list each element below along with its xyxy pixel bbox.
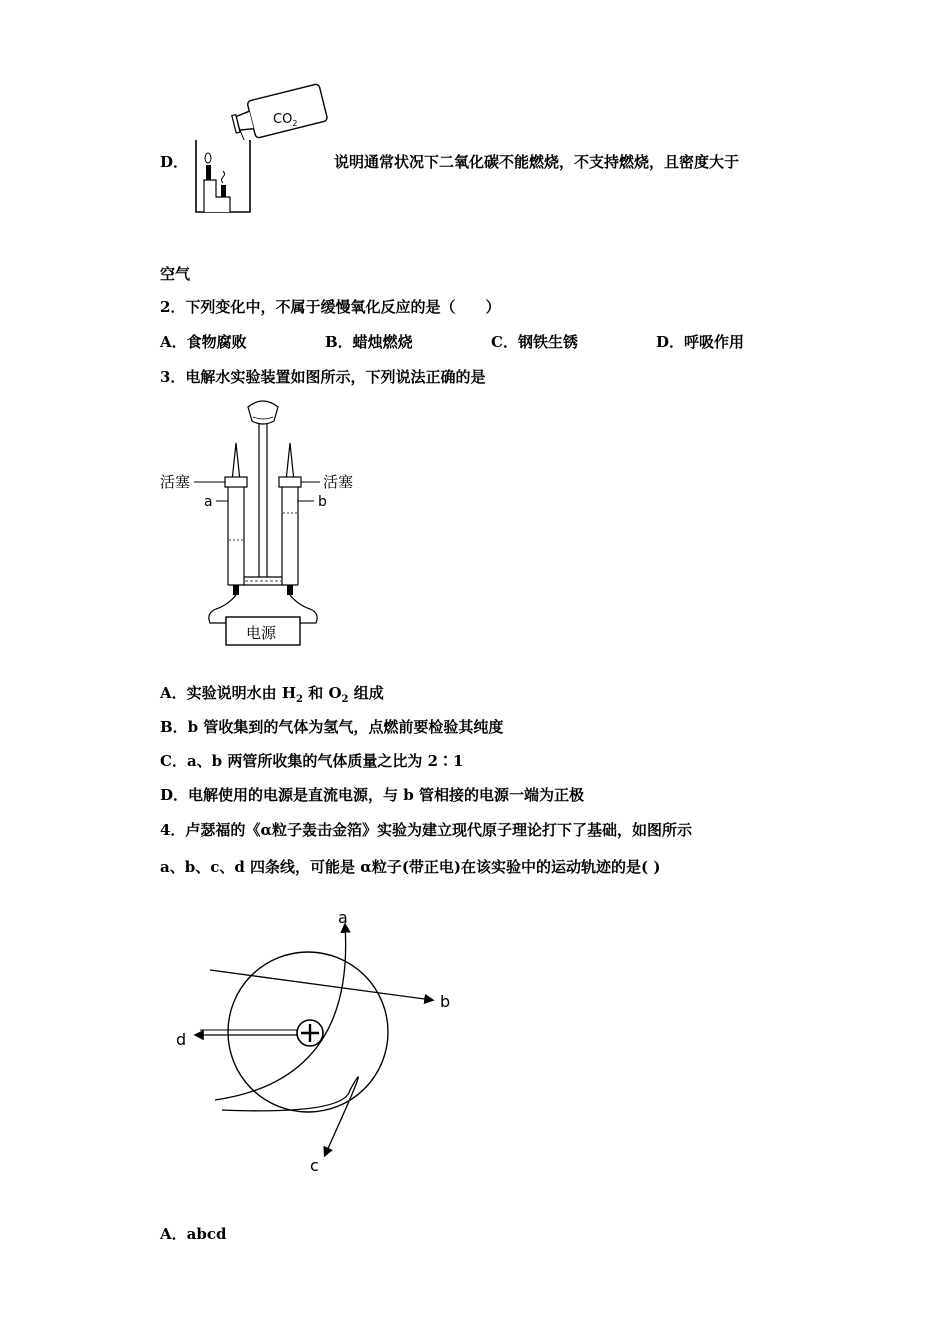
stairs <box>204 180 230 212</box>
label-d: d <box>176 1030 187 1049</box>
left-valve <box>225 477 247 487</box>
q2-stem: 2．下列变化中，不属于缓慢氧化反应的是（ ） <box>160 298 501 316</box>
left-nozzle <box>232 443 240 481</box>
q3-option-b: B．b 管收集到的气体为氢气，点燃前要检验其纯度 <box>160 718 504 736</box>
funnel <box>248 401 278 424</box>
path-c <box>222 1077 358 1155</box>
label-b: b <box>440 992 451 1011</box>
co2-experiment-figure <box>188 85 338 220</box>
q3-option-d: D．电解使用的电源是直流电源，与 b 管相接的电源一端为正极 <box>160 786 584 804</box>
q2-option-d: D．呼吸作用 <box>656 333 745 351</box>
q2-option-c: C．钢铁生锈 <box>491 333 578 351</box>
q1-option-d-text: 说明通常状况下二氧化碳不能燃烧，不支持燃烧，且密度大于 <box>334 153 740 171</box>
bottle-body <box>247 84 328 139</box>
smoke <box>222 171 225 183</box>
tube-a-label: a <box>204 494 213 510</box>
tube-b-label: b <box>318 494 327 510</box>
electrolysis-figure <box>158 395 368 655</box>
label-c: c <box>310 1156 319 1175</box>
rutherford-figure <box>170 905 460 1180</box>
q4-option-a: A．abcd <box>160 1225 227 1243</box>
left-valve-label: 活塞 <box>160 473 191 491</box>
q4-stem-line1: 4．卢瑟福的《α粒子轰击金箔》实验为建立现代原子理论打下了基础，如图所示 <box>160 821 692 839</box>
q3-stem: 3．电解水实验装置如图所示，下列说法正确的是 <box>160 368 486 386</box>
right-nozzle <box>286 443 294 481</box>
q2-option-a: A．食物腐败 <box>160 333 247 351</box>
label-a: a <box>338 908 348 927</box>
q1-option-d-label: D． <box>160 153 189 171</box>
q3-option-a: A．实验说明水由 $H_2$ 和 $O_2$ 组成 <box>160 684 384 705</box>
right-valve <box>279 477 301 487</box>
q4-stem-line2: a、b、c、d 四条线，可能是 α粒子(带正电)在该实验中的运动轨迹的是( ) <box>160 858 661 876</box>
path-a <box>215 925 346 1100</box>
candle-high <box>206 165 211 180</box>
q3-option-c: C．a、b 两管所收集的气体质量之比为 2∶1 <box>160 752 464 770</box>
candle-low <box>221 185 226 197</box>
co2-label: $CO_2$ <box>273 112 298 128</box>
q2-option-b: B．蜡烛燃烧 <box>325 333 413 351</box>
q1-option-d-continuation: 空气 <box>160 265 191 283</box>
power-label: 电源 <box>246 624 277 642</box>
right-valve-label: 活塞 <box>323 473 354 491</box>
flame-high <box>205 153 211 163</box>
